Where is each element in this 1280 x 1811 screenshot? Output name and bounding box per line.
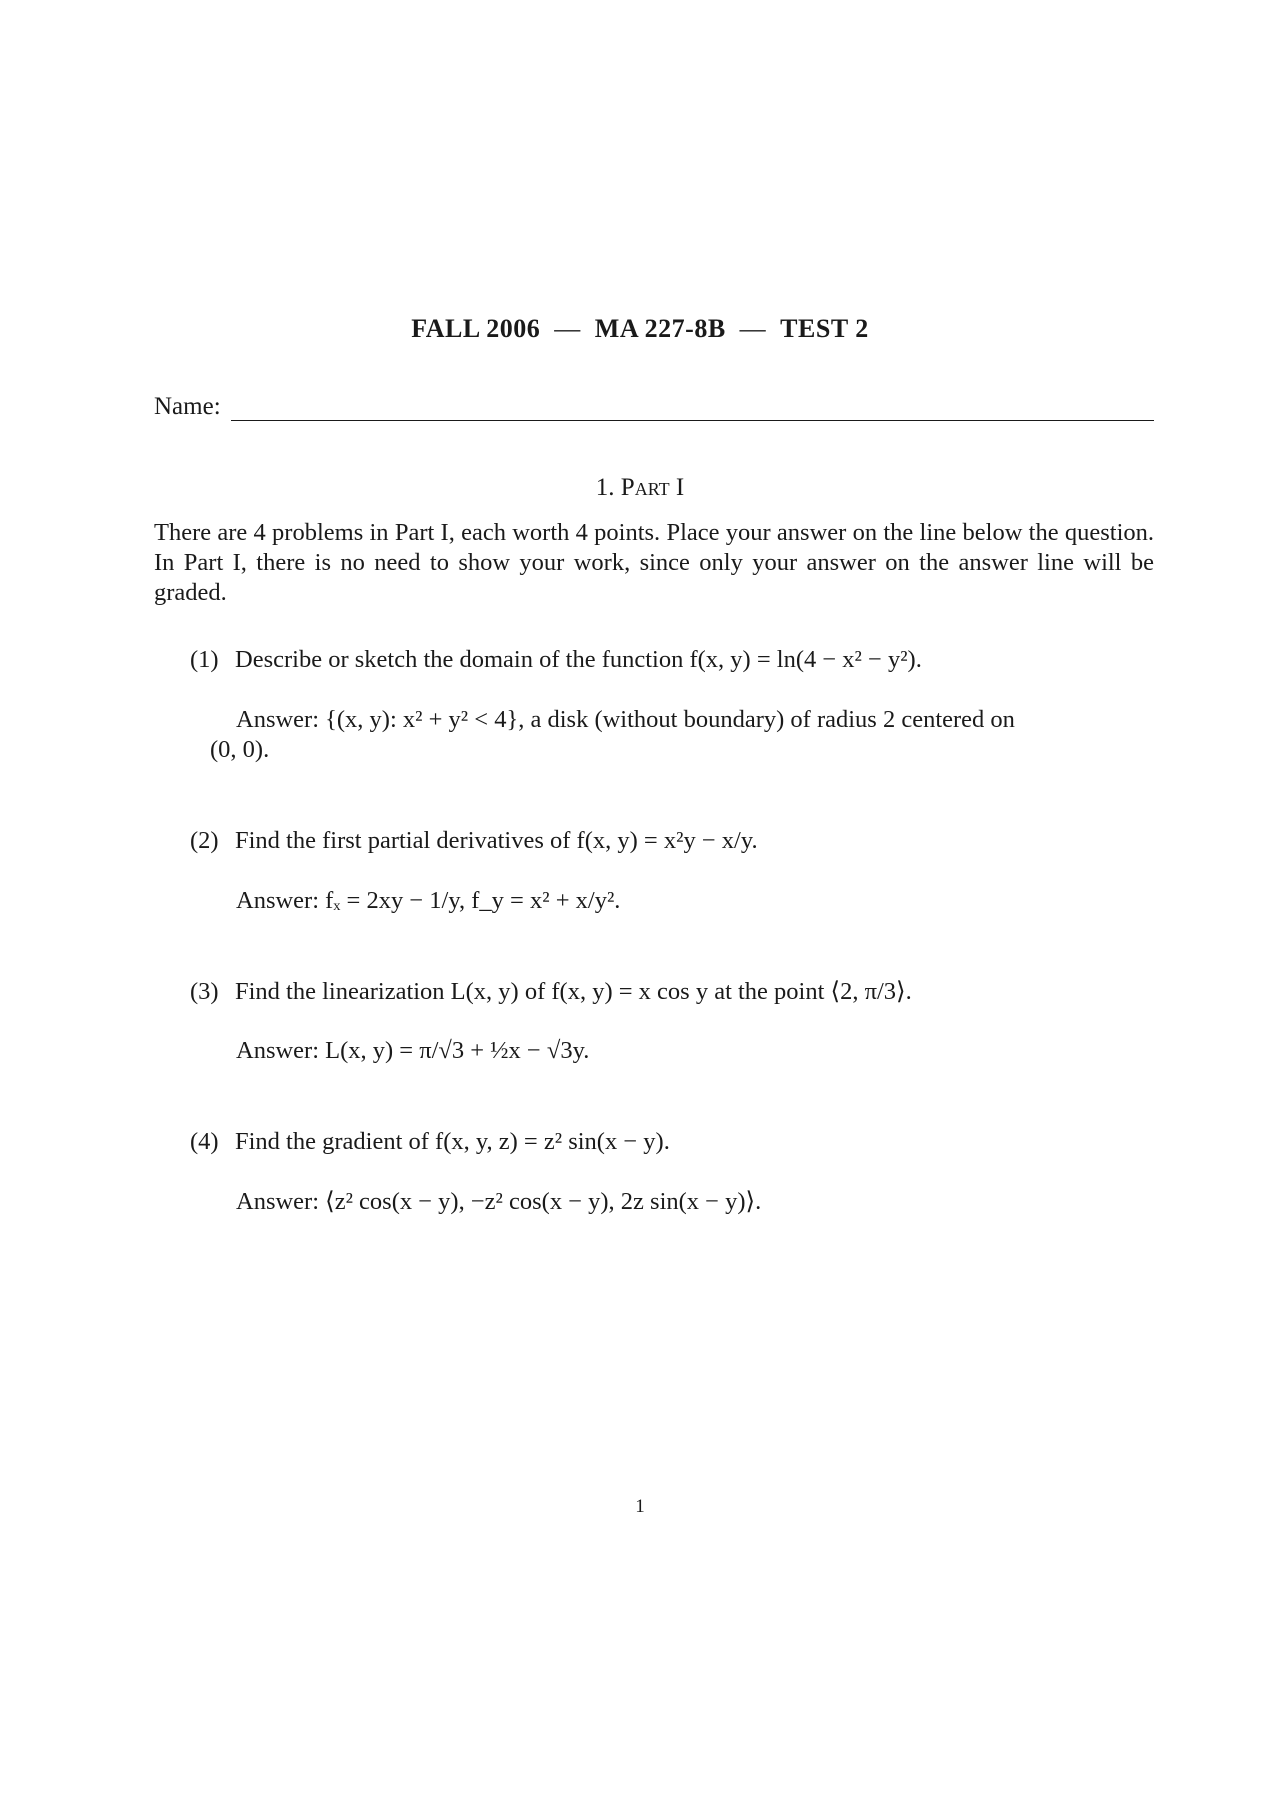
problem-question: Find the gradient of f(x, y, z) = z² sin(x − y). <box>235 1128 670 1155</box>
problem-question: Find the linearization L(x, y) of f(x, y) = x cos y at the point ⟨2, π/3⟩. <box>235 978 912 1005</box>
name-input-line[interactable] <box>231 402 1154 421</box>
answer-3 <box>236 1036 1154 1066</box>
problem-number: (4) <box>190 1128 219 1155</box>
title-separator: — <box>554 314 581 343</box>
answer-label: Answer: <box>236 706 320 733</box>
problem-number: (1) <box>190 646 219 673</box>
answer-text-continued: (0, 0). <box>210 736 270 763</box>
problem-question: Find the first partial derivatives of f(x, y) = x²y − x/y. <box>235 827 758 854</box>
answer-text: L(x, y) = π/√3 + ½x − √3y. <box>325 1037 590 1064</box>
problem-3 <box>190 977 1154 1007</box>
name-label: Name: <box>154 393 221 420</box>
section-number: 1. <box>595 474 615 501</box>
problem-1 <box>190 645 1154 675</box>
page-number: 1 <box>635 1496 645 1517</box>
problem-question: Describe or sketch the domain of the function f(x, y) = ln(4 − x² − y²). <box>235 646 922 673</box>
test-label: TEST 2 <box>780 314 869 343</box>
problem-number: (3) <box>190 978 219 1005</box>
problem-number: (2) <box>190 827 219 854</box>
section-heading <box>0 474 1280 502</box>
answer-text: {(x, y): x² + y² < 4}, a disk (without boundary) of radius 2 centered on <box>325 706 1015 733</box>
answer-text: fₓ = 2xy − 1/y, f_y = x² + x/y². <box>325 887 621 914</box>
answer-label: Answer: <box>236 1188 320 1215</box>
exam-title <box>0 314 1280 344</box>
answer-4 <box>236 1187 1154 1217</box>
answer-label: Answer: <box>236 887 320 914</box>
answer-1 <box>210 705 1154 765</box>
answer-text: ⟨z² cos(x − y), −z² cos(x − y), 2z sin(x − y)⟩. <box>325 1188 762 1215</box>
course-code: MA 227-8B <box>594 314 726 343</box>
problem-2 <box>190 826 1154 856</box>
name-field <box>154 393 1154 421</box>
answer-label: Answer: <box>236 1037 320 1064</box>
term: FALL 2006 <box>411 314 541 343</box>
answer-2 <box>236 886 1154 916</box>
section-title: Part I <box>620 474 685 501</box>
problem-4 <box>190 1127 1154 1157</box>
title-separator: — <box>739 314 767 343</box>
instructions-paragraph: There are 4 problems in Part I, each worth 4 points. Place your answer on the line below the question. In Part I, there is no need to show your work, since only your answer on the answer line will be graded. <box>154 519 1154 606</box>
